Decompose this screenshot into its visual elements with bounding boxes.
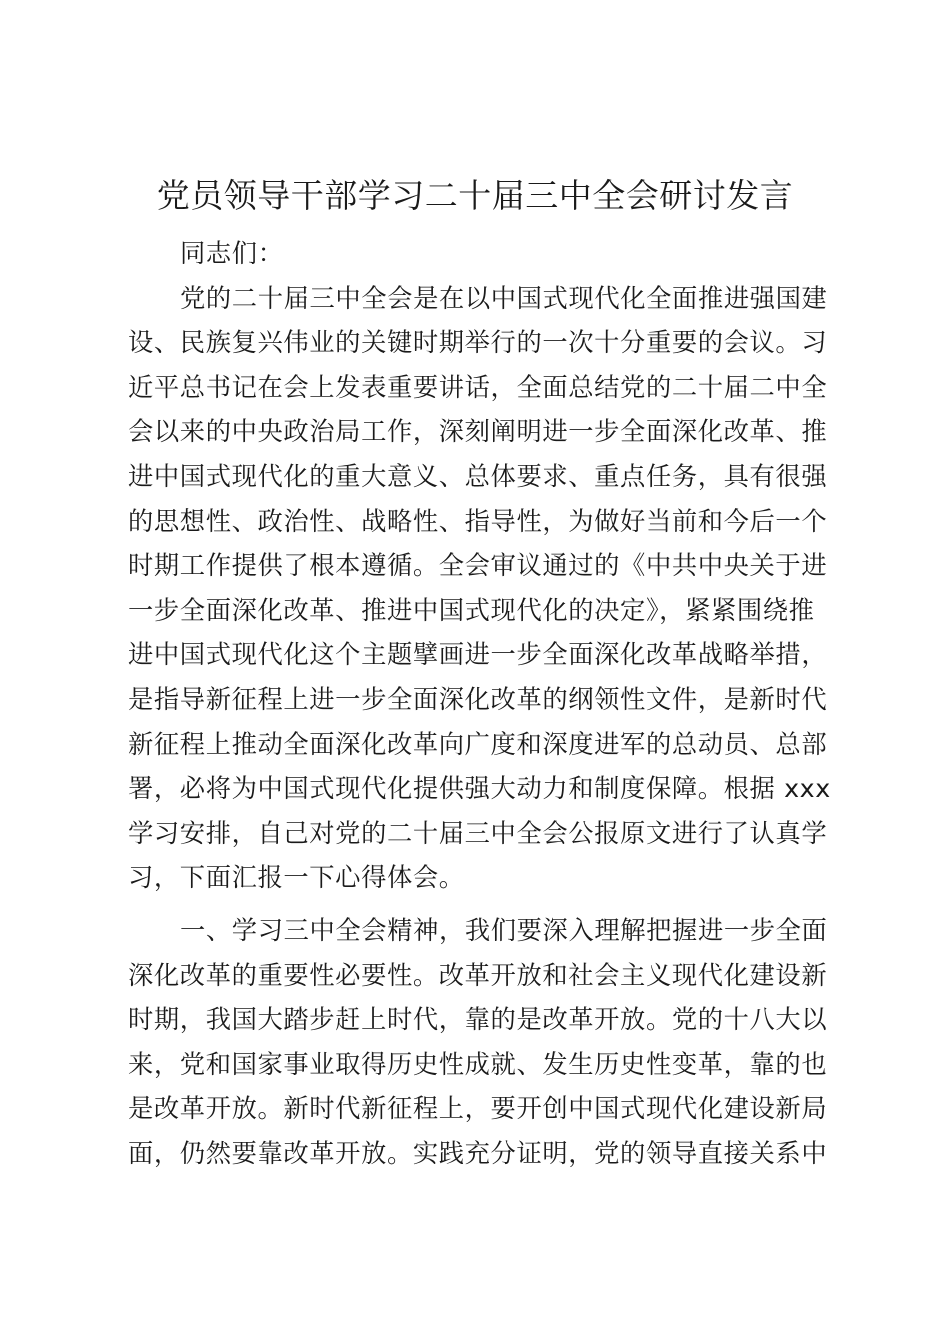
salutation: 同志们： bbox=[180, 239, 284, 268]
paragraph-line: 新征程上推动全面深化改革向广度和深度进军的总动员、总部 bbox=[128, 729, 828, 759]
paragraph-line: 会以来的中央政治局工作，深刻阐明进一步全面深化改革、推 bbox=[128, 417, 828, 447]
paragraph-line: 深化改革的重要性必要性。改革开放和社会主义现代化建设新 bbox=[128, 960, 828, 990]
paragraph-line: 一步全面深化改革、推进中国式现代化的决定》，紧紧围绕推 bbox=[128, 595, 815, 625]
paragraph-spacer bbox=[128, 901, 818, 909]
document-title: 党员领导干部学习二十届三中全会研讨发言 bbox=[156, 176, 794, 215]
paragraph-line: 面，仍然要靠改革开放。实践充分证明，党的领导直接关系中 bbox=[128, 1138, 828, 1168]
paragraph-line: 时期工作提供了根本遵循。全会审议通过的《中共中央关于进 bbox=[128, 551, 828, 581]
paragraph-line: 进中国式现代化这个主题擘画进一步全面深化改革战略举措， bbox=[128, 640, 828, 670]
paragraph-line: 近平总书记在会上发表重要讲话，全面总结党的二十届二中全 bbox=[128, 372, 828, 402]
paragraph-line: 党的二十届三中全会是在以中国式现代化全面推进强国建 bbox=[180, 283, 828, 313]
paragraph-line: 来，党和国家事业取得历史性成就、发生历史性变革，靠的也 bbox=[128, 1049, 828, 1079]
paragraph-line: 一、学习三中全会精神，我们要深入理解把握进一步全面 bbox=[180, 915, 828, 945]
paragraph-line: 学习安排，自己对党的二十届三中全会公报原文进行了认真学 bbox=[128, 818, 828, 848]
paragraph-line: 的思想性、政治性、战略性、指导性，为做好当前和今后一个 bbox=[128, 506, 828, 536]
paragraph-line: 是指导新征程上进一步全面深化改革的纲领性文件，是新时代 bbox=[128, 684, 828, 714]
paragraph-line: 进中国式现代化的重大意义、总体要求、重点任务，具有很强 bbox=[128, 461, 828, 491]
paragraph-line: 是改革开放。新时代新征程上，要开创中国式现代化建设新局 bbox=[128, 1094, 828, 1124]
paragraph-2 bbox=[128, 909, 828, 1177]
paragraph-line: 署，必将为中国式现代化提供强大动力和制度保障。根据 xxx bbox=[128, 774, 831, 804]
paragraph-line: 时期，我国大踏步赶上时代，靠的是改革开放。党的十八大以 bbox=[128, 1005, 828, 1035]
document-body bbox=[128, 232, 831, 1176]
paragraph-line: 设、民族复兴伟业的关键时期举行的一次十分重要的会议。习 bbox=[128, 328, 828, 358]
paragraph-line: 习，下面汇报一下心得体会。 bbox=[128, 863, 465, 893]
paragraph-1 bbox=[128, 277, 831, 901]
